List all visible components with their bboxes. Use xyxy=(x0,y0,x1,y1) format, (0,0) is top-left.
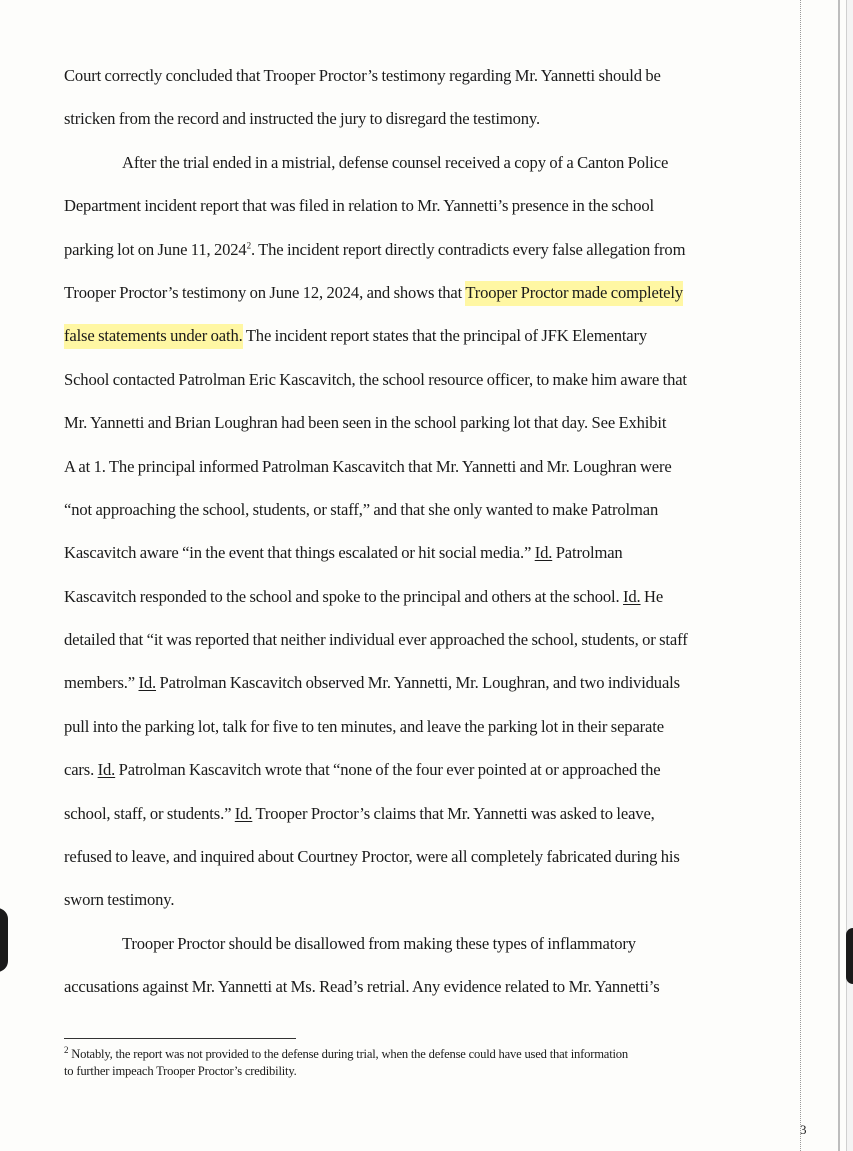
line-10-rest: Patrolman xyxy=(552,543,623,563)
line-11-rest: He xyxy=(640,586,664,606)
footnote-text: Notably, the report was not provided to the defense during trial, when the defense could have used that information xyxy=(68,1047,628,1061)
body-text xyxy=(64,54,816,1009)
line-13-rest: Patrolman Kascavitch observed Mr. Yannetti, Mr. Loughran, and two individuals xyxy=(156,673,680,693)
paragraph-2-line-2: Department incident report that was filed in relation to Mr. Yannetti’s presence in the school xyxy=(64,196,654,216)
highlighted-text: Trooper Proctor made completely xyxy=(465,281,683,306)
right-margin-dots xyxy=(800,0,801,1151)
footnote-divider xyxy=(64,1038,296,1039)
paragraph-2-line-12: detailed that “it was reported that neither individual ever approached the school, students, or staff xyxy=(64,630,688,650)
paragraph-2-line-10 xyxy=(64,531,816,574)
line-16-text: school, staff, or students.” xyxy=(64,803,235,823)
paragraph-2-line-14: pull into the parking lot, talk for five to ten minutes, and leave the parking lot in their separate xyxy=(64,716,664,736)
page-number: 3 xyxy=(800,1122,807,1137)
paragraph-2-line-8: A at 1. The principal informed Patrolman Kascavitch that Mr. Yannetti and Mr. Loughran were xyxy=(64,456,672,476)
paragraph-3-line-2: accusations against Mr. Yannetti at Ms. Read’s retrial. Any evidence related to Mr. Yannetti’s xyxy=(64,977,660,997)
paragraph-2-line-7: Mr. Yannetti and Brian Loughran had been seen in the school parking lot that day. See Exhibit xyxy=(64,413,667,433)
paragraph-3-line-1: Trooper Proctor should be disallowed from making these types of inflammatory xyxy=(122,933,636,953)
line-10-text: Kascavitch aware “in the event that things escalated or hit social media.” xyxy=(64,543,535,563)
id-citation: Id. xyxy=(534,543,553,563)
paragraph-1-line-1: Court correctly concluded that Trooper Proctor’s testimony regarding Mr. Yannetti should be xyxy=(64,66,661,85)
paragraph-2-line-18: sworn testimony. xyxy=(64,890,175,910)
highlighted-text: false statements under oath. xyxy=(64,324,243,349)
line-15-rest: Patrolman Kascavitch wrote that “none of the four ever pointed at or approached the xyxy=(115,760,661,780)
paragraph-2-line-9: “not approaching the school, students, or staff,” and that she only wanted to make Patrolman xyxy=(64,499,659,519)
footnote-line-1 xyxy=(64,1046,824,1063)
id-citation: Id. xyxy=(234,803,253,823)
footnote-ref[interactable]: 2 xyxy=(246,240,251,251)
paragraph-2-line-17: refused to leave, and inquired about Courtney Proctor, were all completely fabricated during his xyxy=(64,847,680,867)
paragraph-2-line-16 xyxy=(64,792,816,835)
paragraph-2-line-11 xyxy=(64,575,816,618)
line-3-rest: . The incident report directly contradicts every false allegation from xyxy=(250,239,686,259)
paragraph-2-line-13 xyxy=(64,661,816,704)
id-citation: Id. xyxy=(138,673,157,693)
line-4-text: Trooper Proctor’s testimony on June 12, 2024, and shows that xyxy=(64,282,466,302)
footnote-line-2: to further impeach Trooper Proctor’s credibility. xyxy=(64,1064,297,1078)
footnote xyxy=(64,1046,824,1080)
line-15-text: cars. xyxy=(64,760,98,780)
right-edge-shadow xyxy=(846,928,853,984)
id-citation: Id. xyxy=(623,586,641,606)
page-edge-line xyxy=(838,0,840,1151)
line-16-rest: Trooper Proctor’s claims that Mr. Yannetti was asked to leave, xyxy=(252,803,655,823)
paragraph-2-line-3 xyxy=(64,228,816,271)
paragraph-2-line-1: After the trial ended in a mistrial, defense counsel received a copy of a Canton Police xyxy=(122,152,669,172)
paragraph-2-line-6: School contacted Patrolman Eric Kascavitch, the school resource officer, to make him aware that xyxy=(64,369,687,389)
line-13-text: members.” xyxy=(64,673,139,693)
paragraph-1-line-2: stricken from the record and instructed the jury to disregard the testimony. xyxy=(64,109,541,129)
paragraph-2-line-5 xyxy=(64,314,816,357)
line-11-text: Kascavitch responded to the school and spoke to the principal and others at the school. xyxy=(64,586,624,606)
line-3-text: parking lot on June 11, 2024 xyxy=(64,239,247,259)
line-5-rest: The incident report states that the principal of JFK Elementary xyxy=(242,326,648,346)
paragraph-2-line-15 xyxy=(64,748,816,791)
id-citation: Id. xyxy=(97,760,116,780)
footnote-marker: 2 xyxy=(64,1044,69,1055)
left-edge-shadow xyxy=(0,908,8,972)
paragraph-2-line-4 xyxy=(64,271,816,314)
